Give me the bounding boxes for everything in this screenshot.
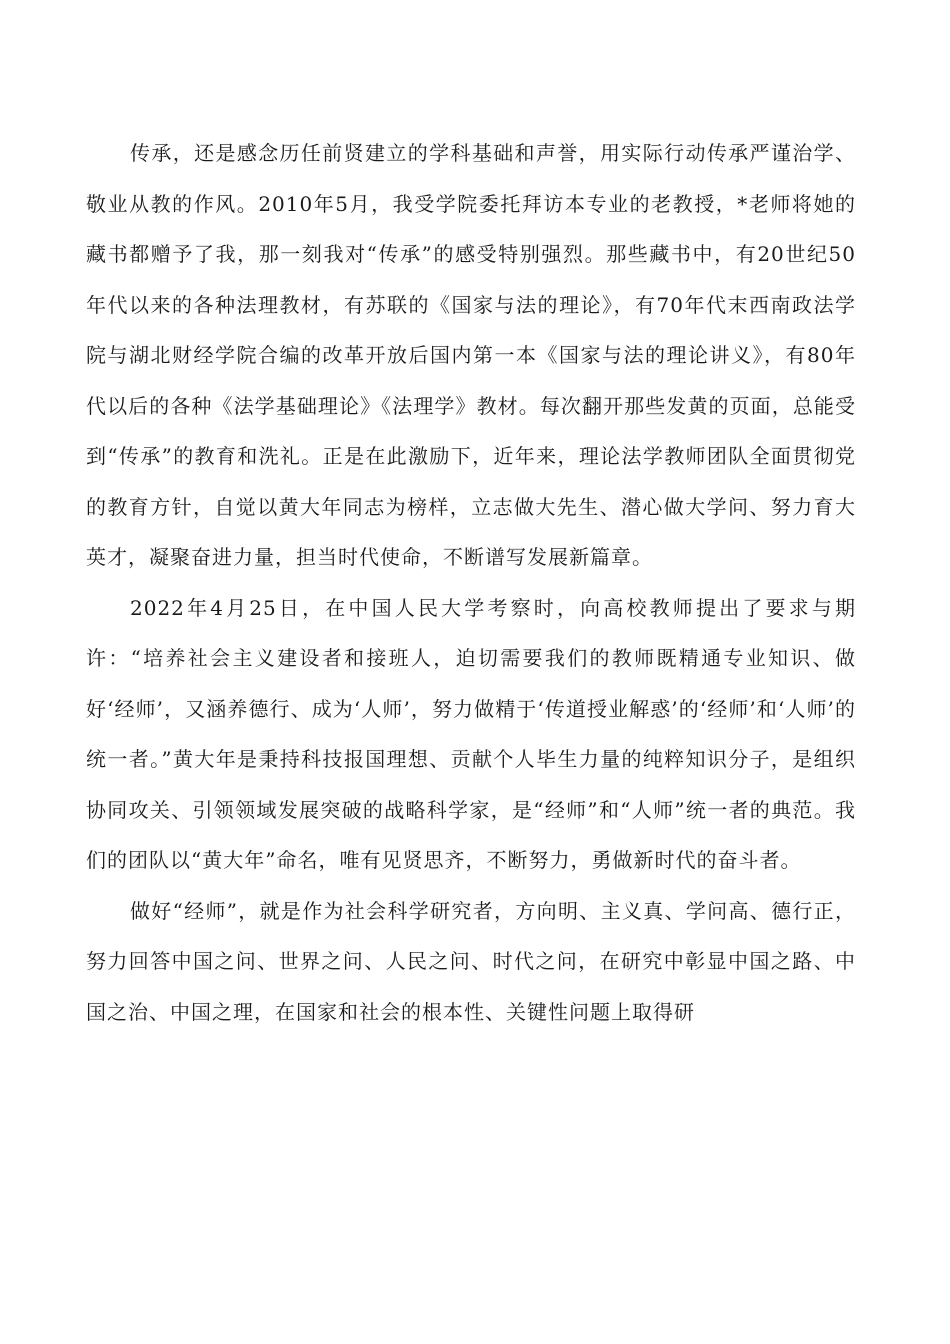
- paragraph-good-teacher: 做好“经师”，就是作为社会科学研究者，方向明、主义真、学问高、德行正，努力回答中国之问、世界之问、人民之问、时代之问，在研究中彰显中国之路、中国之治、中国之理，在国家和社会的根本性、关键性问题上取得研: [86, 898, 856, 1024]
- paragraph-heritage: 传承，还是感念历任前贤建立的学科基础和声誉，用实际行动传承严谨治学、敬业从教的作风。2010年5月，我受学院委托拜访本专业的老教授，*老师将她的藏书都赠予了我，那一刻我对“传承”的感受特别强烈。那些藏书中，有20世纪50年代以来的各种法理教材，有苏联的《国家与法的理论》，有70年代末西南政法学院与湖北财经学院合编的改革开放后国内第一本《国家与法的理论讲义》，有80年代以后的各种《法学基础理论》《法理学》教材。每次翻开那些发黄的页面，总能受到“传承”的教育和洗礼。正是在此激励下，近年来，理论法学教师团队全面贯彻党的教育方针，自觉以黄大年同志为榜样，立志做大先生、潜心做大学问、努力育大英才，凝聚奋进力量，担当时代使命，不断谱写发展新篇章。: [86, 141, 856, 569]
- paragraph-requirements: 2022年4月25日，在中国人民大学考察时，向高校教师提出了要求与期许：“培养社会主义建设者和接班人，迫切需要我们的教师既精通专业知识、做好‘经师’，又涵养德行、成为‘人师’，努力做精于‘传道授业解惑’的‘经师’和‘人师’的统一者。”黄大年是秉持科技报国理想、贡献个人毕生力量的纯粹知识分子，是组织协同攻关、引领领域发展突破的战略科学家，是“经师”和“人师”统一者的典范。我们的团队以“黄大年”命名，唯有见贤思齐，不断努力，勇做新时代的奋斗者。: [86, 595, 856, 872]
- document-body: [86, 128, 856, 1037]
